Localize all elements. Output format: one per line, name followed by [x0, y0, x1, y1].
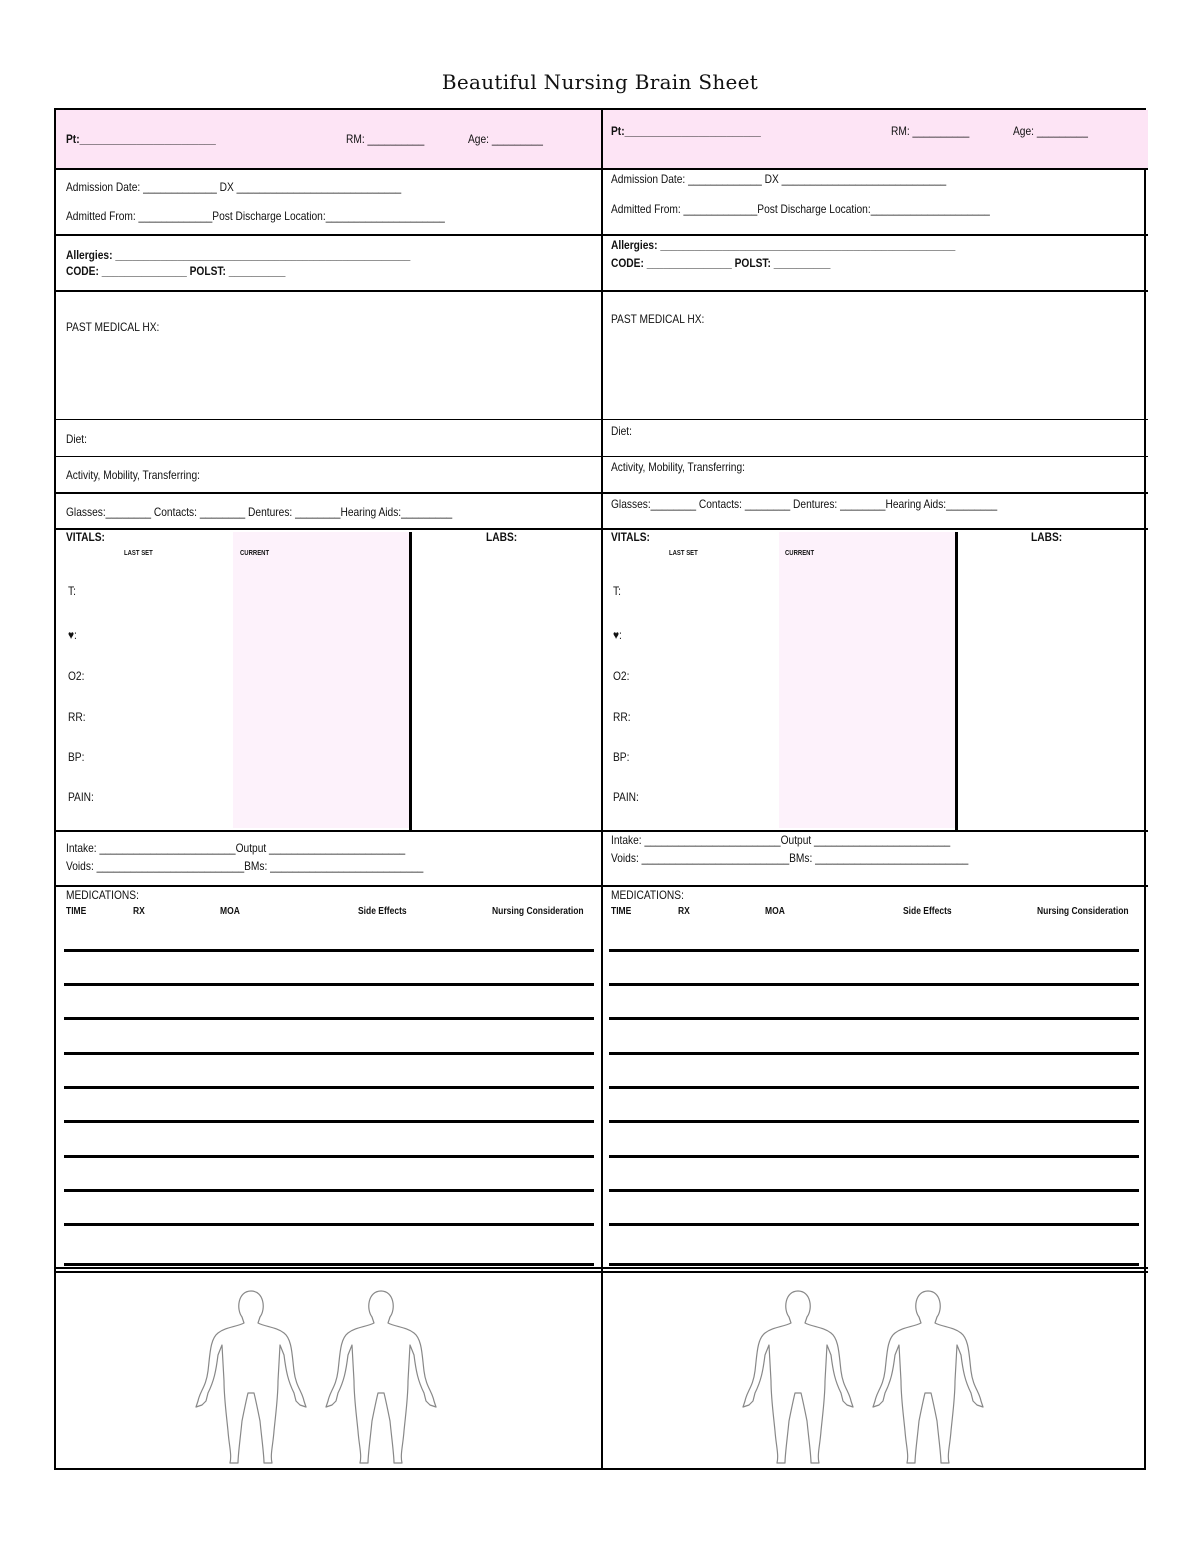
- code-field[interactable]: CODE: _______________ POLST: __________: [611, 256, 831, 270]
- page-title: Beautiful Nursing Brain Sheet: [441, 70, 759, 94]
- vital-o2-label: O2:: [68, 669, 85, 683]
- medical-history-section: [603, 292, 1148, 420]
- vital-pain-label: PAIN:: [68, 790, 94, 804]
- diet-section: [603, 420, 1148, 457]
- voids-field[interactable]: Voids: __________________________BMs: ___________________________: [611, 851, 969, 865]
- intake-field[interactable]: Intake: ________________________Output ________________________: [611, 833, 951, 847]
- activity-section: [56, 457, 601, 494]
- activity-label: Activity, Mobility, Transferring:: [611, 460, 745, 474]
- allergies-section: [56, 236, 601, 292]
- pt-field[interactable]: Pt:________________________: [66, 132, 216, 146]
- med-entry-line[interactable]: [609, 1017, 1139, 1020]
- intake-output-section: [603, 832, 1148, 887]
- current-header: CURRENT: [785, 550, 815, 557]
- code-field[interactable]: CODE: _______________ POLST: __________: [66, 264, 286, 278]
- patient-header: [56, 110, 601, 170]
- past-medical-hx-label: PAST MEDICAL HX:: [611, 312, 705, 326]
- rm-field[interactable]: RM: __________: [346, 132, 425, 146]
- vital-bp-label: BP:: [68, 750, 85, 764]
- med-header-moa: MOA: [220, 906, 240, 917]
- medications-section: [603, 887, 1148, 1269]
- body-diagram-section: [56, 1271, 601, 1470]
- labs-title: LABS:: [486, 530, 518, 544]
- med-header-rx: RX: [133, 906, 145, 917]
- activity-section: [603, 457, 1148, 494]
- med-entry-line[interactable]: [609, 1155, 1139, 1158]
- med-entry-line[interactable]: [609, 983, 1139, 986]
- last-set-header: LAST SET: [124, 550, 153, 557]
- body-diagram-section: [603, 1271, 1148, 1470]
- vitals-labs-divider: [955, 532, 958, 832]
- med-entry-line[interactable]: [64, 1052, 594, 1055]
- admission-date-field[interactable]: Admission Date: _____________ DX _____________________________: [66, 180, 402, 194]
- brain-sheet: [54, 108, 1146, 1470]
- med-entry-line[interactable]: [609, 1120, 1139, 1123]
- diet-label: Diet:: [611, 424, 632, 438]
- med-entry-line[interactable]: [64, 1120, 594, 1123]
- allergies-field[interactable]: Allergies: ____________________________________________________: [611, 238, 956, 252]
- activity-label: Activity, Mobility, Transferring:: [66, 468, 200, 482]
- med-entry-line[interactable]: [64, 1017, 594, 1020]
- body-diagram[interactable]: [186, 1281, 446, 1469]
- med-header-moa: MOA: [765, 906, 785, 917]
- allergies-field[interactable]: Allergies: ____________________________________________________: [66, 248, 411, 262]
- vital-o2-label: O2:: [613, 669, 630, 683]
- med-header-side-effects: Side Effects: [358, 906, 407, 917]
- med-entry-line[interactable]: [609, 949, 1139, 952]
- med-entry-line[interactable]: [64, 949, 594, 952]
- diet-section: [56, 420, 601, 457]
- med-header-nursing-consideration: Nursing Consideration: [492, 906, 584, 917]
- med-entry-line[interactable]: [64, 1223, 594, 1226]
- body-outline-icon: [186, 1281, 446, 1469]
- med-header-rx: RX: [678, 906, 690, 917]
- med-entry-line[interactable]: [64, 983, 594, 986]
- age-field[interactable]: Age: _________: [1013, 124, 1088, 138]
- vital-heart-label: ♥:: [613, 628, 622, 642]
- past-medical-hx-label: PAST MEDICAL HX:: [66, 320, 160, 334]
- aids-field[interactable]: Glasses:________ Contacts: ________ Dentures: ________Hearing Aids:_________: [66, 505, 453, 519]
- admission-section: [56, 170, 601, 236]
- current-vitals-column: [779, 532, 955, 828]
- vitals-title: VITALS:: [66, 530, 105, 544]
- vital-pain-label: PAIN:: [613, 790, 639, 804]
- med-entry-line[interactable]: [64, 1086, 594, 1089]
- vitals-title: VITALS:: [611, 530, 650, 544]
- medications-title: MEDICATIONS:: [66, 888, 139, 902]
- patient-column-right: [603, 110, 1148, 1468]
- vital-rr-label: RR:: [613, 710, 631, 724]
- med-entry-line[interactable]: [64, 1263, 594, 1266]
- vitals-section: [56, 530, 601, 832]
- med-header-time: TIME: [66, 906, 87, 917]
- med-entry-line[interactable]: [609, 1052, 1139, 1055]
- vitals-section: [603, 530, 1148, 832]
- vitals-labs-divider: [409, 532, 412, 832]
- aids-section: [603, 494, 1148, 530]
- vital-bp-label: BP:: [613, 750, 630, 764]
- rm-field[interactable]: RM: __________: [891, 124, 970, 138]
- aids-field[interactable]: Glasses:________ Contacts: ________ Dentures: ________Hearing Aids:_________: [611, 497, 998, 511]
- admission-date-field[interactable]: Admission Date: _____________ DX _____________________________: [611, 172, 947, 186]
- intake-output-section: [56, 832, 601, 887]
- med-header-nursing-consideration: Nursing Consideration: [1037, 906, 1129, 917]
- med-entry-line[interactable]: [64, 1155, 594, 1158]
- labs-title: LABS:: [1031, 530, 1063, 544]
- medications-section: [56, 887, 601, 1269]
- aids-section: [56, 494, 601, 530]
- admitted-from-field[interactable]: Admitted From: _____________Post Discharge Location:_____________________: [66, 209, 445, 223]
- age-field[interactable]: Age: _________: [468, 132, 543, 146]
- vital-rr-label: RR:: [68, 710, 86, 724]
- med-entry-line[interactable]: [609, 1263, 1139, 1266]
- med-header-side-effects: Side Effects: [903, 906, 952, 917]
- last-set-header: LAST SET: [669, 550, 698, 557]
- med-entry-line[interactable]: [609, 1223, 1139, 1226]
- current-vitals-column: [233, 532, 409, 828]
- patient-column-left: [56, 110, 601, 1468]
- diet-label: Diet:: [66, 432, 87, 446]
- med-header-time: TIME: [611, 906, 632, 917]
- body-diagram[interactable]: [733, 1281, 993, 1469]
- vital-temp-label: T:: [613, 584, 621, 598]
- med-entry-line[interactable]: [64, 1189, 594, 1192]
- body-outline-icon: [733, 1281, 993, 1469]
- allergies-section: [603, 236, 1148, 292]
- current-header: CURRENT: [240, 550, 270, 557]
- intake-field[interactable]: Intake: ________________________Output ________________________: [66, 841, 406, 855]
- med-entry-line[interactable]: [609, 1086, 1139, 1089]
- medical-history-section: [56, 292, 601, 420]
- patient-header: [603, 110, 1148, 170]
- med-entry-line[interactable]: [609, 1189, 1139, 1192]
- voids-field[interactable]: Voids: __________________________BMs: ___________________________: [66, 859, 424, 873]
- vital-temp-label: T:: [68, 584, 76, 598]
- medications-title: MEDICATIONS:: [611, 888, 684, 902]
- vital-heart-label: ♥:: [68, 628, 77, 642]
- admitted-from-field[interactable]: Admitted From: _____________Post Discharge Location:_____________________: [611, 202, 990, 216]
- admission-section: [603, 170, 1148, 236]
- pt-field[interactable]: Pt:________________________: [611, 124, 761, 138]
